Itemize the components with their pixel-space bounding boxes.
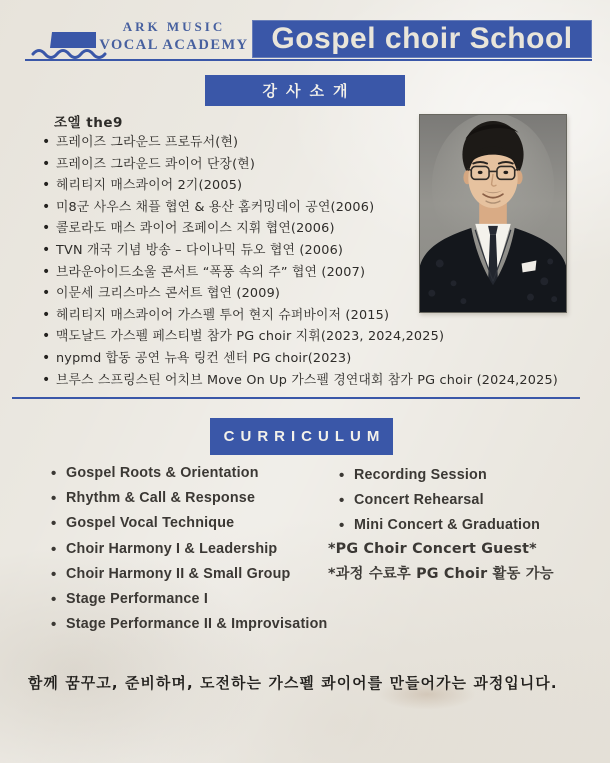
- curriculum-item: • Recording Session: [336, 463, 596, 488]
- curriculum-item: • Stage Performance I: [48, 587, 338, 612]
- list-item: • 이문세 크리스마스 콘서트 협연 (2009): [40, 283, 585, 305]
- curriculum-item: • Mini Concert & Graduation: [336, 513, 596, 538]
- logo-line1: ARK MUSIC: [122, 19, 226, 34]
- curriculum-item: • Choir Harmony II & Small Group: [48, 562, 338, 587]
- instructor-photo: [419, 114, 567, 313]
- curriculum-item: • Stage Performance II & Improvisation: [48, 612, 338, 637]
- list-item: • 헤리티지 매스콰이어 2기(2005): [40, 175, 585, 197]
- curriculum-section-badge: CURRICULUM: [210, 418, 393, 455]
- curriculum-right-list: [336, 463, 596, 539]
- list-item: • 미8군 사우스 채플 협연 & 용산 홈커밍데이 공연(2006): [40, 197, 585, 219]
- man-portrait-icon: [420, 115, 566, 312]
- curriculum-note: *과정 수료후 PG Choir 활동 가능: [328, 566, 554, 583]
- instructor-name: 조엘 the9: [54, 115, 123, 131]
- instructor-section-badge: 강사소개: [205, 75, 405, 106]
- curriculum-item: • Gospel Roots & Orientation: [48, 461, 338, 486]
- logo-text: [96, 19, 252, 54]
- list-item: • 콜로라도 매스 콰이어 조페이스 지휘 협연(2006): [40, 218, 585, 240]
- list-item: • TVN 개국 기념 방송 – 다이나믹 듀오 협연 (2006): [40, 240, 585, 262]
- list-item: • 맥도날드 가스펠 페스티벌 참가 PG choir 지휘(2023, 2024,2025): [40, 326, 585, 348]
- curriculum-item: • Gospel Vocal Technique: [48, 511, 338, 536]
- section-divider: [12, 397, 580, 399]
- curriculum-item: • Rhythm & Call & Response: [48, 486, 338, 511]
- page-title: Gospel choir School: [271, 22, 573, 55]
- list-item: • 헤리티지 매스콰이어 가스펠 투어 현지 슈퍼바이저 (2015): [40, 305, 585, 327]
- list-item: • 브라운아이드소울 콘서트 “폭풍 속의 주” 협연 (2007): [40, 262, 585, 284]
- list-item: • 프레이즈 그라운드 콰이어 단장(현): [40, 154, 585, 176]
- page-title-banner: [252, 20, 592, 58]
- curriculum-notes: [328, 537, 554, 587]
- curriculum-note: *PG Choir Concert Guest*: [328, 541, 537, 557]
- header-underline: [25, 59, 592, 61]
- footer-message: 함께 꿈꾸고, 준비하며, 도전하는 가스펠 콰이어를 만들어가는 과정입니다.: [28, 675, 558, 692]
- curriculum-item: • Concert Rehearsal: [336, 488, 596, 513]
- curriculum-item: • Choir Harmony I & Leadership: [48, 537, 338, 562]
- list-item: • 프레이즈 그라운드 프로듀서(현): [40, 132, 585, 154]
- list-item: • 브루스 스프링스틴 어치브 Move On Up 가스펠 경연대회 참가 PG choir (2024,2025): [40, 370, 585, 392]
- curriculum-left-list: [48, 461, 338, 637]
- logo-line2: VOCAL ACADEMY: [99, 37, 249, 53]
- list-item: • nypmd 합동 공연 뉴욕 링컨 센터 PG choir(2023): [40, 348, 585, 370]
